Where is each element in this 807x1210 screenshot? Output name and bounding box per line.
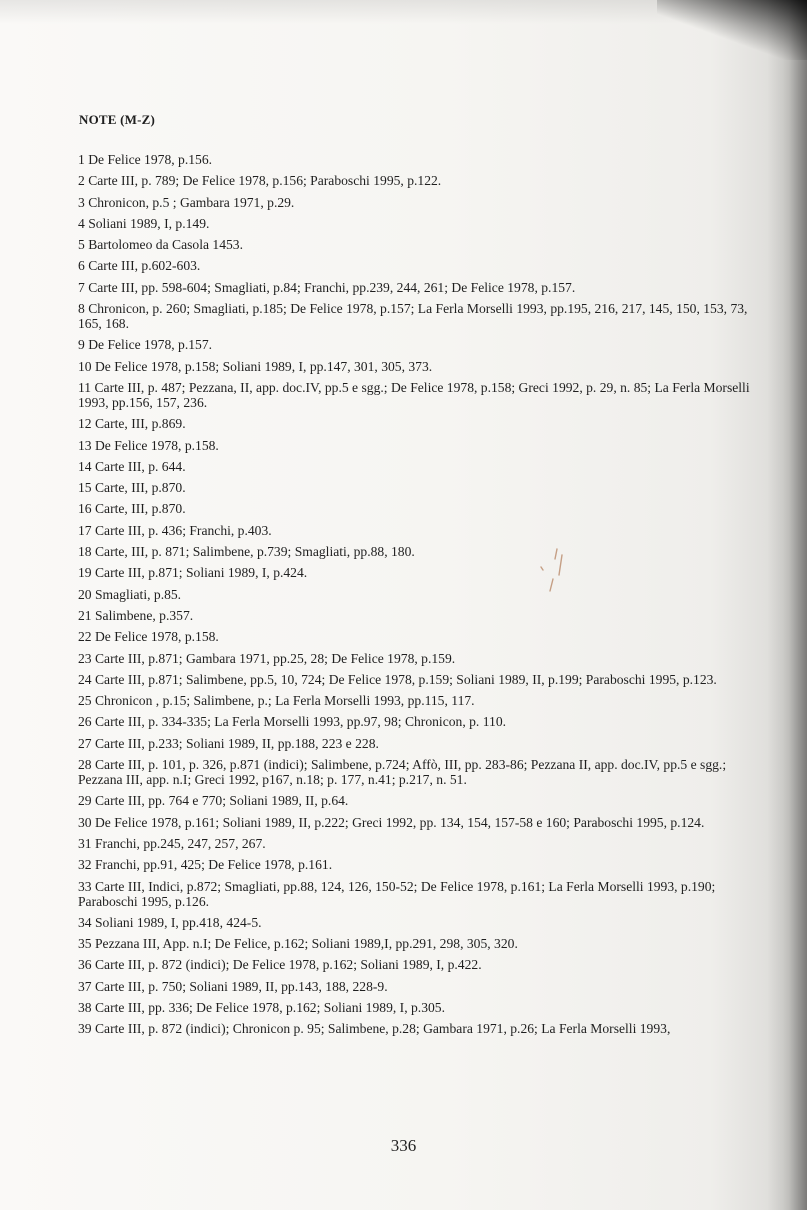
binding-edge-shadow bbox=[767, 0, 807, 1210]
note-item: 14 Carte III, p. 644. bbox=[78, 458, 186, 474]
note-item: 16 Carte, III, p.870. bbox=[78, 501, 186, 517]
notes-list bbox=[78, 152, 768, 1043]
note-item: 11 Carte III, p. 487; Pezzana, II, app. doc.IV, pp.5 e sgg.; De Felice 1978, p.158; Greci 1992, p. 29, n. 85; La Ferla Morselli 1993, pp.156, 157, 236. bbox=[78, 379, 750, 410]
note-item: 23 Carte III, p.871; Gambara 1971, pp.25, 28; De Felice 1978, p.159. bbox=[78, 650, 456, 666]
note-item: 9 De Felice 1978, p.157. bbox=[78, 337, 213, 353]
note-item: 25 Chronicon , p.15; Salimbene, p.; La Ferla Morselli 1993, pp.115, 117. bbox=[78, 693, 475, 709]
note-item: 29 Carte III, pp. 764 e 770; Soliani 1989, II, p.64. bbox=[78, 793, 349, 809]
note-item: 10 De Felice 1978, p.158; Soliani 1989, I, pp.147, 301, 305, 373. bbox=[78, 358, 433, 374]
note-item: 39 Carte III, p. 872 (indici); Chronicon p. 95; Salimbene, p.28; Gambara 1971, p.26; La Ferla Morselli 1993, bbox=[78, 1021, 671, 1037]
note-item: 31 Franchi, pp.245, 247, 257, 267. bbox=[78, 835, 266, 851]
note-item: 12 Carte, III, p.869. bbox=[78, 416, 186, 432]
note-item: 20 Smagliati, p.85. bbox=[78, 586, 182, 602]
note-item: 1 De Felice 1978, p.156. bbox=[78, 152, 213, 167]
note-item: 35 Pezzana III, App. n.I; De Felice, p.162; Soliani 1989,I, pp.291, 298, 305, 320. bbox=[78, 936, 518, 952]
section-heading: NOTE (M-Z) bbox=[79, 112, 156, 127]
note-item: 32 Franchi, pp.91, 425; De Felice 1978, p.161. bbox=[78, 857, 333, 873]
note-item: 13 De Felice 1978, p.158. bbox=[78, 437, 219, 453]
note-item: 28 Carte III, p. 101, p. 326, p.871 (indici); Salimbene, p.724; Affò, III, pp. 283-86; Pezzana II, app. doc.IV, pp.5 e sgg.; Pezzana III, app. n.I; Greci 1992, p167, n.18; p. 177, n.41; p.217, n. 51. bbox=[78, 757, 727, 788]
note-item: 26 Carte III, p. 334-335; La Ferla Morselli 1993, pp.97, 98; Chronicon, p. 110. bbox=[78, 714, 507, 730]
note-item: 27 Carte III, p.233; Soliani 1989, II, pp.188, 223 e 228. bbox=[78, 735, 379, 751]
note-item: 33 Carte III, Indici, p.872; Smagliati, pp.88, 124, 126, 150-52; De Felice 1978, p.161; La Ferla Morselli 1993, p.190; Paraboschi 1995, p.126. bbox=[78, 878, 716, 909]
note-item: 6 Carte III, p.602-603. bbox=[78, 258, 201, 274]
note-item: 34 Soliani 1989, I, pp.418, 424-5. bbox=[78, 914, 262, 930]
note-item: 21 Salimbene, p.357. bbox=[78, 607, 194, 623]
page-number: 336 bbox=[390, 1136, 417, 1155]
note-item: 38 Carte III, pp. 336; De Felice 1978, p.162; Soliani 1989, I, p.305. bbox=[78, 999, 445, 1015]
note-item: 2 Carte III, p. 789; De Felice 1978, p.156; Paraboschi 1995, p.122. bbox=[78, 173, 442, 189]
note-item: 24 Carte III, p.871; Salimbene, pp.5, 10, 724; De Felice 1978, p.159; Soliani 1989, II, p.199; Paraboschi 1995, p.123. bbox=[78, 671, 717, 687]
note-item: 7 Carte III, pp. 598-604; Smagliati, p.84; Franchi, pp.239, 244, 261; De Felice 1978, p.157. bbox=[78, 279, 576, 295]
note-item: 17 Carte III, p. 436; Franchi, p.403. bbox=[78, 522, 272, 538]
note-item: 30 De Felice 1978, p.161; Soliani 1989, II, p.222; Greci 1992, pp. 134, 154, 157-58 e 160; Paraboschi 1995, p.124. bbox=[78, 814, 705, 830]
note-item: 15 Carte, III, p.870. bbox=[78, 480, 186, 496]
note-item: 22 De Felice 1978, p.158. bbox=[78, 629, 219, 645]
note-item: 18 Carte, III, p. 871; Salimbene, p.739; Smagliati, pp.88, 180. bbox=[78, 544, 415, 560]
ink-mark-icon bbox=[535, 545, 575, 595]
note-item: 3 Chronicon, p.5 ; Gambara 1971, p.29. bbox=[78, 194, 295, 210]
note-item: 36 Carte III, p. 872 (indici); De Felice 1978, p.162; Soliani 1989, I, p.422. bbox=[78, 957, 482, 973]
note-item: 19 Carte III, p.871; Soliani 1989, I, p.424. bbox=[78, 565, 308, 581]
note-item: 4 Soliani 1989, I, p.149. bbox=[78, 215, 210, 231]
note-item: 37 Carte III, p. 750; Soliani 1989, II, pp.143, 188, 228-9. bbox=[78, 978, 388, 994]
note-item: 5 Bartolomeo da Casola 1453. bbox=[78, 237, 243, 253]
note-item: 8 Chronicon, p. 260; Smagliati, p.185; De Felice 1978, p.157; La Ferla Morselli 1993, pp.195, 216, 217, 145, 150, 153, 73, 165, 168. bbox=[78, 301, 748, 332]
